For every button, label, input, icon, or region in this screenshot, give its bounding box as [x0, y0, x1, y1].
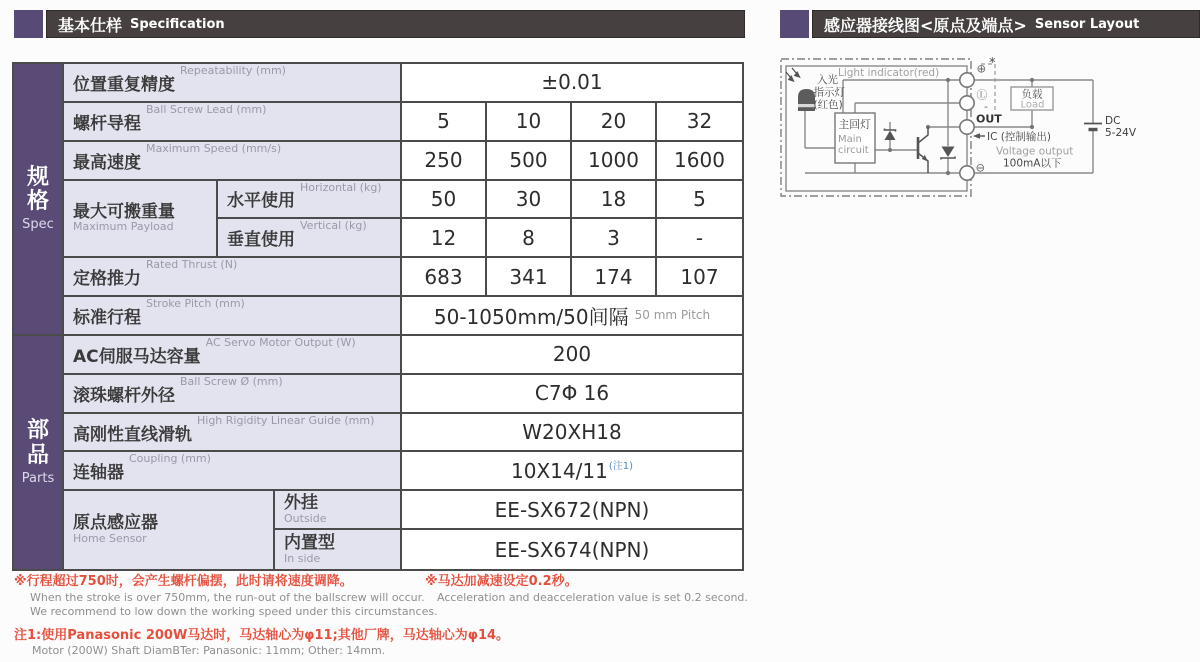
label-en: Stroke Pitch (mm): [146, 297, 245, 311]
terminal-neg-circle: [960, 166, 974, 180]
section-parts-en: Parts: [21, 470, 55, 486]
value-text: 5: [437, 109, 450, 134]
label-zh: 垂直使用: [227, 230, 295, 251]
label-zh: 水平使用: [227, 191, 295, 212]
terminal-l-symbol: Ⓛ: [976, 88, 988, 102]
label-en: High Rigidity Linear Guide (mm): [197, 413, 375, 427]
value-text: EE-SX672(NPN): [494, 497, 650, 522]
value-text: 1600: [674, 148, 725, 173]
label-en: Horizontal (kg): [300, 180, 382, 194]
label-en: Ball Screw Lead (mm): [146, 102, 267, 116]
spec-header-bar: [46, 10, 745, 38]
note1-zh: ※行程超过750时，会产生螺杆偏摆，此时请将速度调降。: [14, 574, 353, 589]
label-en: In side: [284, 551, 321, 565]
section-spec-en: Spec: [22, 217, 54, 233]
note2-en: Acceleration and deacceleration value is set 0.2 second.: [437, 591, 748, 604]
payload-v-value: [572, 219, 657, 258]
row-home-sensor-label: [64, 491, 275, 569]
light-in-label: 入光: [817, 74, 838, 86]
value-text: 18: [600, 186, 627, 211]
terminal-plus-circle: [960, 73, 974, 87]
label-en: Outside: [284, 511, 327, 525]
value-text: -: [695, 225, 704, 250]
zener-diode-icon: [885, 129, 896, 141]
label-en: AC Servo Motor Output (W): [205, 335, 356, 349]
payload-v-value: [487, 219, 572, 258]
ic-arrow-icon: [973, 133, 985, 139]
lead-value: [572, 103, 657, 142]
row-motor-label: [64, 336, 402, 375]
speed-value: [487, 142, 572, 181]
thrust-value: [487, 258, 572, 297]
value-text: 500: [509, 148, 548, 173]
note3-zh: 注1:使用Panasonic 200W马达时，马达轴心为φ11;其他厂牌，马达轴心为φ14。: [14, 628, 510, 643]
label-zh: 外挂: [284, 493, 318, 514]
note1-en2: We recommend to low down the working speed under this circumstances.: [30, 605, 438, 618]
speed-value: [572, 142, 657, 181]
light-arrows-icon: [786, 68, 800, 81]
battery-icon: [1084, 124, 1102, 130]
led-icon: [798, 89, 815, 111]
main-circuit-label-zh: 主回灯: [838, 118, 871, 131]
sensor-layout-header: [780, 10, 1200, 38]
row-lead-label: [64, 103, 402, 142]
value-text: 12: [430, 225, 457, 250]
label-zh: 高刚性直线滑轨: [73, 424, 192, 445]
motor-value: [402, 336, 742, 375]
value-text: 20: [600, 109, 627, 134]
value-text: 50-1050mm/50间隔: [433, 304, 629, 329]
label-zh: 滚珠螺杆外径: [73, 385, 175, 406]
terminal-plus-symbol: ⊕: [976, 61, 987, 76]
thrust-value: [402, 258, 487, 297]
label-zh: 最大可搬重量: [73, 201, 175, 222]
voltage-output-label: Voltage output: [996, 145, 1074, 158]
value-text: C7Φ 16: [534, 381, 610, 406]
load-label-zh: 负载: [1021, 88, 1043, 101]
value-text: 3: [607, 225, 620, 250]
spec-header-title-en: Specification: [130, 16, 225, 32]
value-text: EE-SX674(NPN): [494, 537, 650, 562]
sensor-header-title-zh: 感应器接线图<原点及端点>: [824, 15, 1027, 35]
row-payload-label: [64, 181, 218, 259]
label-en: Home Sensor: [73, 532, 147, 546]
row-home-outside-label: [275, 491, 402, 530]
value-text: 250: [424, 148, 463, 173]
label-zh: 定格推力: [73, 269, 141, 290]
label-zh: 标准行程: [73, 307, 141, 328]
sensor-body-outline: [786, 66, 967, 191]
spec-section-header: [14, 10, 745, 38]
light-in-label: 指示灯: [813, 86, 845, 99]
row-screw-od-label: [64, 375, 402, 414]
label-zh: 位置重复精度: [73, 74, 175, 95]
main-circuit-label-en: circuit: [838, 145, 869, 156]
value-text: 10X14/11: [511, 458, 608, 483]
terminal-l-circle: [960, 96, 974, 110]
row-stroke-label: [64, 297, 402, 336]
row-guide-label: [64, 414, 402, 453]
label-en: Coupling (mm): [129, 452, 211, 466]
row-payload-vertical-label: [218, 219, 402, 258]
home-inside-value: [402, 530, 742, 569]
value-text: 30: [515, 186, 542, 211]
coupling-value: [402, 452, 742, 491]
note2-zh: ※马达加减速设定0.2秒。: [425, 574, 578, 589]
lead-value: [402, 103, 487, 142]
label-zh: 内置型: [284, 532, 335, 553]
sensor-header-title-en: Sensor Layout: [1034, 16, 1140, 32]
value-text: ±0.01: [541, 70, 603, 95]
purple-accent-square: [14, 10, 43, 38]
payload-v-value: [657, 219, 742, 258]
light-in-label: (红色): [813, 99, 843, 111]
payload-h-value: [572, 181, 657, 220]
value-text: 32: [686, 109, 713, 134]
repeatability-value: [402, 64, 742, 103]
label-en: Maximum Speed (mm/s): [146, 141, 282, 155]
thrust-value: [657, 258, 742, 297]
payload-v-value: [402, 219, 487, 258]
home-outside-value: [402, 491, 742, 530]
value-text: 683: [424, 264, 463, 289]
screw-od-value: [402, 375, 742, 414]
section-parts-char: 品: [26, 442, 49, 468]
lead-value: [657, 103, 742, 142]
value-text: 8: [522, 225, 535, 250]
lead-value: [487, 103, 572, 142]
payload-h-value: [487, 181, 572, 220]
main-circuit-label-en: Main: [838, 134, 862, 145]
dc-voltage-label: 5-24V: [1105, 127, 1137, 139]
terminal-dash-symbol: -: [984, 100, 988, 113]
section-parts-char: 部: [26, 418, 49, 444]
guide-value: [402, 414, 742, 453]
value-text: 5: [693, 186, 706, 211]
purple-accent-square: [780, 10, 809, 38]
row-repeatability-label: [64, 64, 402, 103]
label-zh: 原点感应器: [73, 513, 158, 534]
value-text: 1000: [588, 148, 639, 173]
label-zh: 螺杆导程: [73, 113, 141, 134]
payload-h-value: [657, 181, 742, 220]
payload-h-value: [402, 181, 487, 220]
sensor-header-bar: [812, 10, 1200, 38]
out-label: OUT: [976, 112, 1002, 126]
section-label-spec: [14, 64, 64, 336]
section-spec-char: 规: [26, 164, 49, 190]
label-zh: AC伺服马达容量: [73, 346, 201, 367]
ic-label: IC (控制输出): [987, 131, 1051, 143]
dc-label: DC: [1105, 115, 1121, 127]
value-subtext: 50 mm Pitch: [634, 308, 711, 323]
light-indicator-label: Light indicator(red): [838, 67, 940, 79]
row-coupling-label: [64, 452, 402, 491]
label-en: Ball Screw Ø (mm): [180, 374, 283, 388]
speed-value: [657, 142, 742, 181]
row-speed-label: [64, 142, 402, 181]
row-payload-horizontal-label: [218, 181, 402, 220]
terminal-out-circle: [960, 120, 974, 134]
current-limit-label: 100mA以下: [1003, 157, 1062, 170]
value-text: 107: [680, 264, 719, 289]
row-home-inside-label: [275, 530, 402, 569]
note1-en1: When the stroke is over 750mm, the run-out of the ballscrew will occur.: [30, 591, 425, 604]
row-thrust-label: [64, 258, 402, 297]
label-en: Repeatability (mm): [180, 64, 286, 77]
value-text: 341: [509, 264, 548, 289]
transistor-icon: [918, 127, 928, 173]
label-en: Vertical (kg): [300, 219, 367, 233]
label-en: Rated Thrust (N): [146, 258, 238, 272]
terminal-neg-symbol: ⊖: [975, 160, 986, 175]
section-spec-char: 格: [26, 189, 49, 215]
value-text: W20XH18: [522, 420, 622, 445]
specification-table: [12, 62, 744, 571]
value-text: 200: [552, 342, 592, 367]
label-zh: 最高速度: [73, 152, 141, 173]
sensor-wiring-diagram: [778, 52, 1200, 210]
value-text: 50: [430, 186, 457, 211]
speed-value: [402, 142, 487, 181]
load-label-en: Load: [1020, 99, 1045, 111]
value-text: 10: [515, 109, 542, 134]
section-label-parts: [14, 336, 64, 569]
stroke-value: [402, 297, 742, 336]
note-reference: (注1): [608, 461, 633, 473]
value-text: 174: [594, 264, 633, 289]
thrust-value: [572, 258, 657, 297]
label-zh: 连轴器: [73, 463, 124, 484]
note3-en: Motor (200W) Shaft DiamBTer: Panasonic: 11mm; Other: 14mm.: [32, 644, 386, 657]
spec-header-title-zh: 基本仕样: [58, 15, 123, 35]
terminal-star-symbol: *: [989, 56, 996, 71]
label-en: Maximum Payload: [73, 220, 174, 234]
zener-diode-icon: [941, 147, 955, 160]
